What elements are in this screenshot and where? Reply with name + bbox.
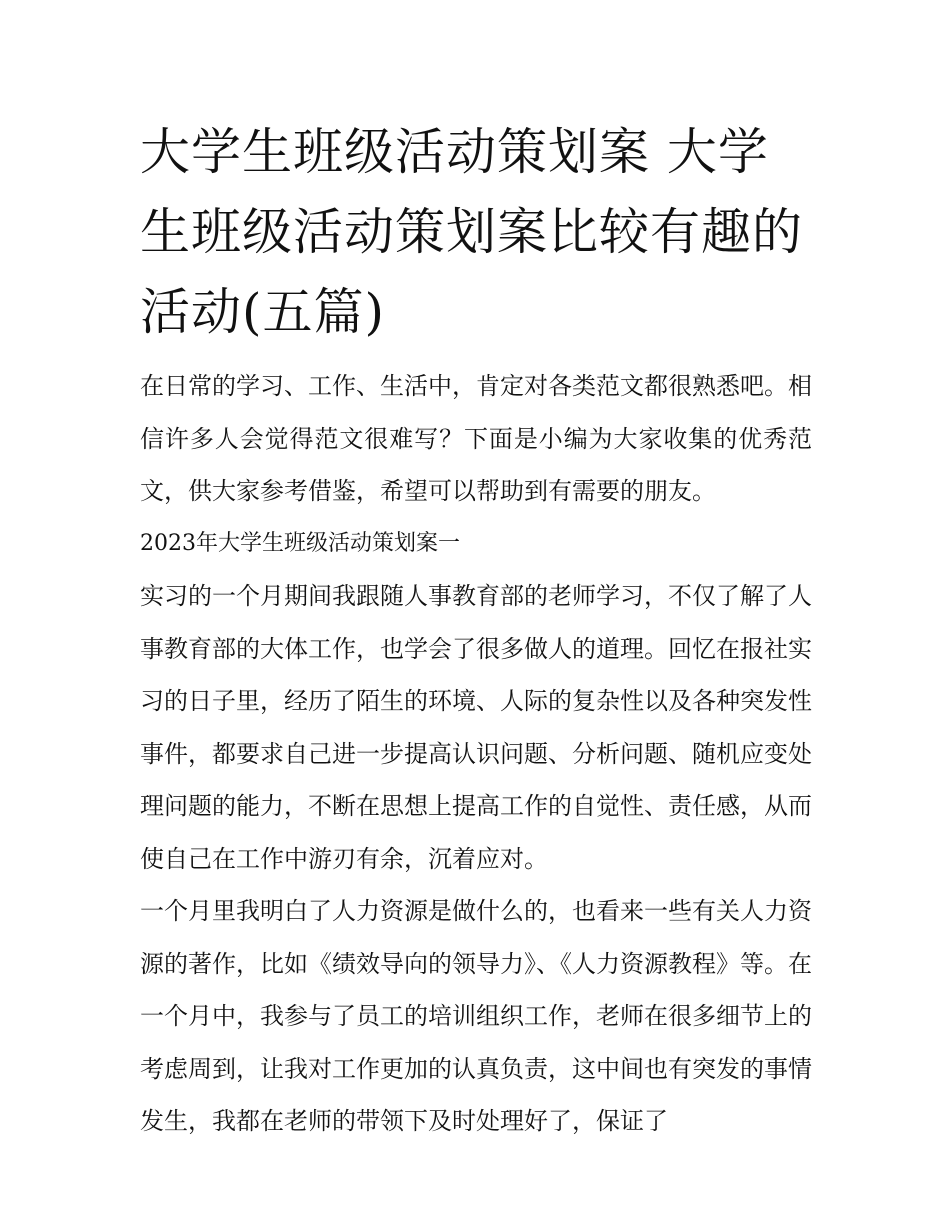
document-title: 大学生班级活动策划案 大学生班级活动策划案比较有趣的活动(五篇) bbox=[140, 123, 803, 341]
body-paragraph-1: 实习的一个月期间我跟随人事教育部的老师学习，不仅了解了人事教育部的大体工作，也学会了很多做人的道理。回忆在报社实习的日子里，经历了陌生的环境、人际的复杂性以及各种突发性事件，都要求自己进一步提高认识问题、分析问题、随机应变处理问题的能力，不断在思想上提高工作的自觉性、责任感，从而使自己在工作中游刃有余，沉着应对。 bbox=[140, 582, 812, 873]
intro-paragraph: 在日常的学习、工作、生活中，肯定对各类范文都很熟悉吧。相信许多人会觉得范文很难写？下面是小编为大家收集的优秀范文，供大家参考借鉴，希望可以帮助到有需要的朋友。 bbox=[140, 372, 812, 505]
document-page bbox=[140, 112, 812, 1148]
body-paragraph-2: 一个月里我明白了人力资源是做什么的，也看来一些有关人力资源的著作，比如《绩效导向的领导力》、《人力资源教程》等。在一个月中，我参与了员工的培训组织工作，老师在很多细节上的考虑周到，让我对工作更加的认真负责，这中间也有突发的事情发生，我都在老师的带领下及时处理好了，保证了 bbox=[140, 897, 812, 1135]
section-heading: 2023年大学生班级活动策划案一 bbox=[140, 530, 460, 556]
document-body bbox=[140, 360, 812, 1148]
